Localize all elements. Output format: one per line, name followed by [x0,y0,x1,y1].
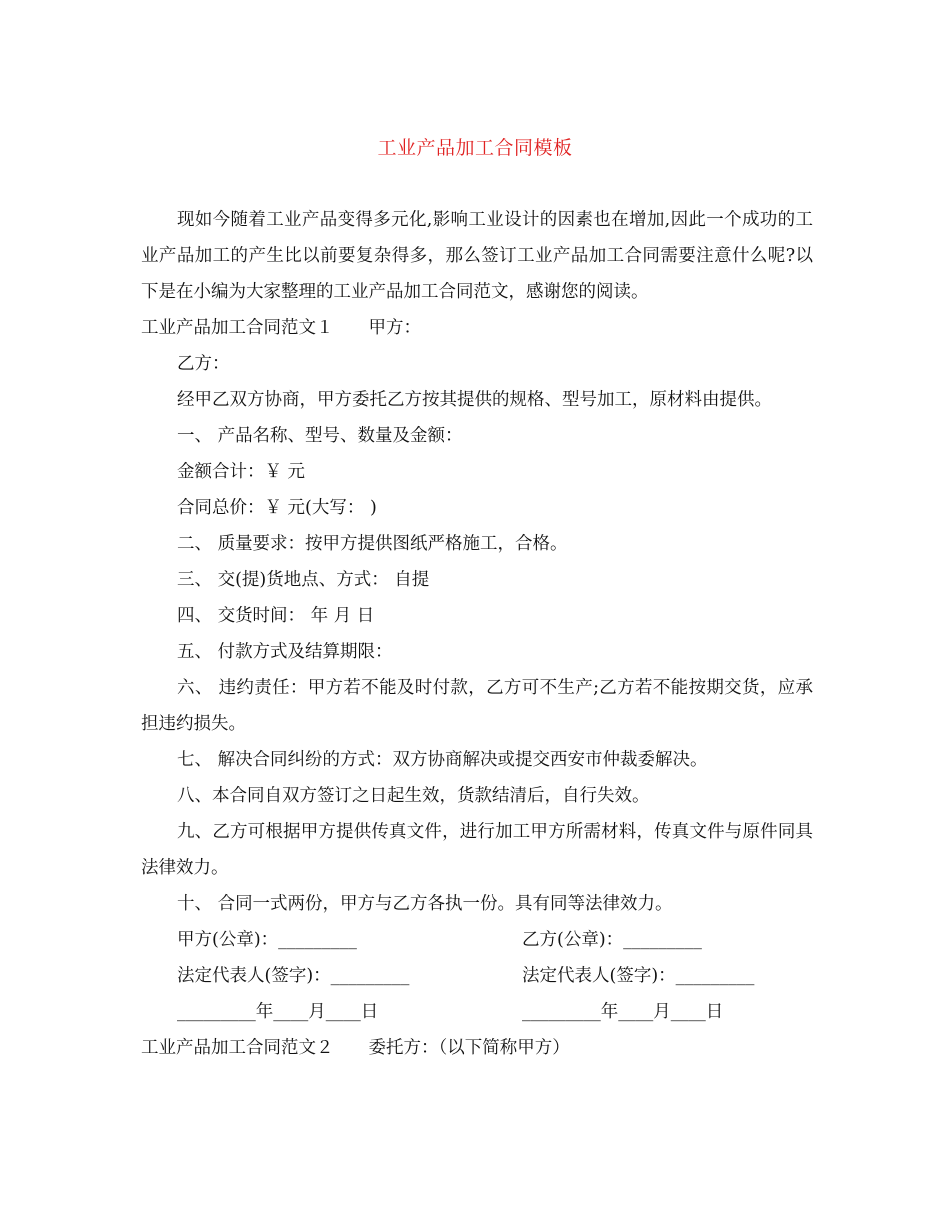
party-a-representative: 法定代表人(签字)：_________ [177,966,410,986]
clause-4: 四、 交货时间： 年 月 日 [177,606,375,626]
signature-date-row [141,994,813,1030]
clause-10: 十、 合同一式两份，甲方与乙方各执一份。具有同等法律效力。 [177,894,673,914]
sample2-heading: 工业产品加工合同范文２ 委托方：（以下简称甲方） [141,1038,570,1058]
document-title: 工业产品加工合同模板 [377,137,573,159]
party-b-line: 乙方： [177,354,230,374]
party-a-seal: 甲方(公章)：_________ [177,930,357,950]
clause-2: 二、 质量要求：按甲方提供图纸严格施工，合格。 [177,534,568,554]
clause-3: 三、 交(提)货地点、方式： 自提 [177,570,430,590]
sample1-heading: 工业产品加工合同范文１ 甲方： [141,318,421,338]
clause-8: 八、本合同自双方签订之日起生效，货款结清后，自行失效。 [177,786,650,806]
clause-9: 九、乙方可根据甲方提供传真文件，进行加工甲方所需材料，传真文件与原件同具法律效力。 [141,822,813,878]
signature-representative-row [141,958,813,994]
clause-5: 五、 付款方式及结算期限： [177,642,393,662]
party-b-representative: 法定代表人(签字)：_________ [522,966,755,986]
contract-total-line: 合同总价：￥ 元(大写： ) [177,498,377,518]
clause-6: 六、 违约责任：甲方若不能及时付款，乙方可不生产;乙方若不能按期交货，应承担违约损失。 [141,678,813,734]
document-body [141,202,813,1066]
party-b-seal: 乙方(公章)：_________ [522,930,702,950]
clause-7: 七、 解决合同纠纷的方式：双方协商解决或提交西安市仲裁委解决。 [177,750,708,770]
amount-total-line: 金额合计：￥ 元 [177,462,306,482]
agreement-line: 经甲乙双方协商，甲方委托乙方按其提供的规格、型号加工，原材料由提供。 [177,390,772,410]
signature-seal-row [141,922,813,958]
party-b-date: _________年____月____日 [522,1002,724,1022]
intro-paragraph: 现如今随着工业产品变得多元化,影响工业设计的因素也在增加,因此一个成功的工业产品加工的产生比以前要复杂得多，那么签订工业产品加工合同需要注意什么呢?以下是在小编为大家整理的工业产品加工合同范文，感谢您的阅读。 [141,210,813,302]
clause-1: 一、 产品名称、型号、数量及金额： [177,426,463,446]
party-a-date: _________年____月____日 [177,1002,379,1022]
